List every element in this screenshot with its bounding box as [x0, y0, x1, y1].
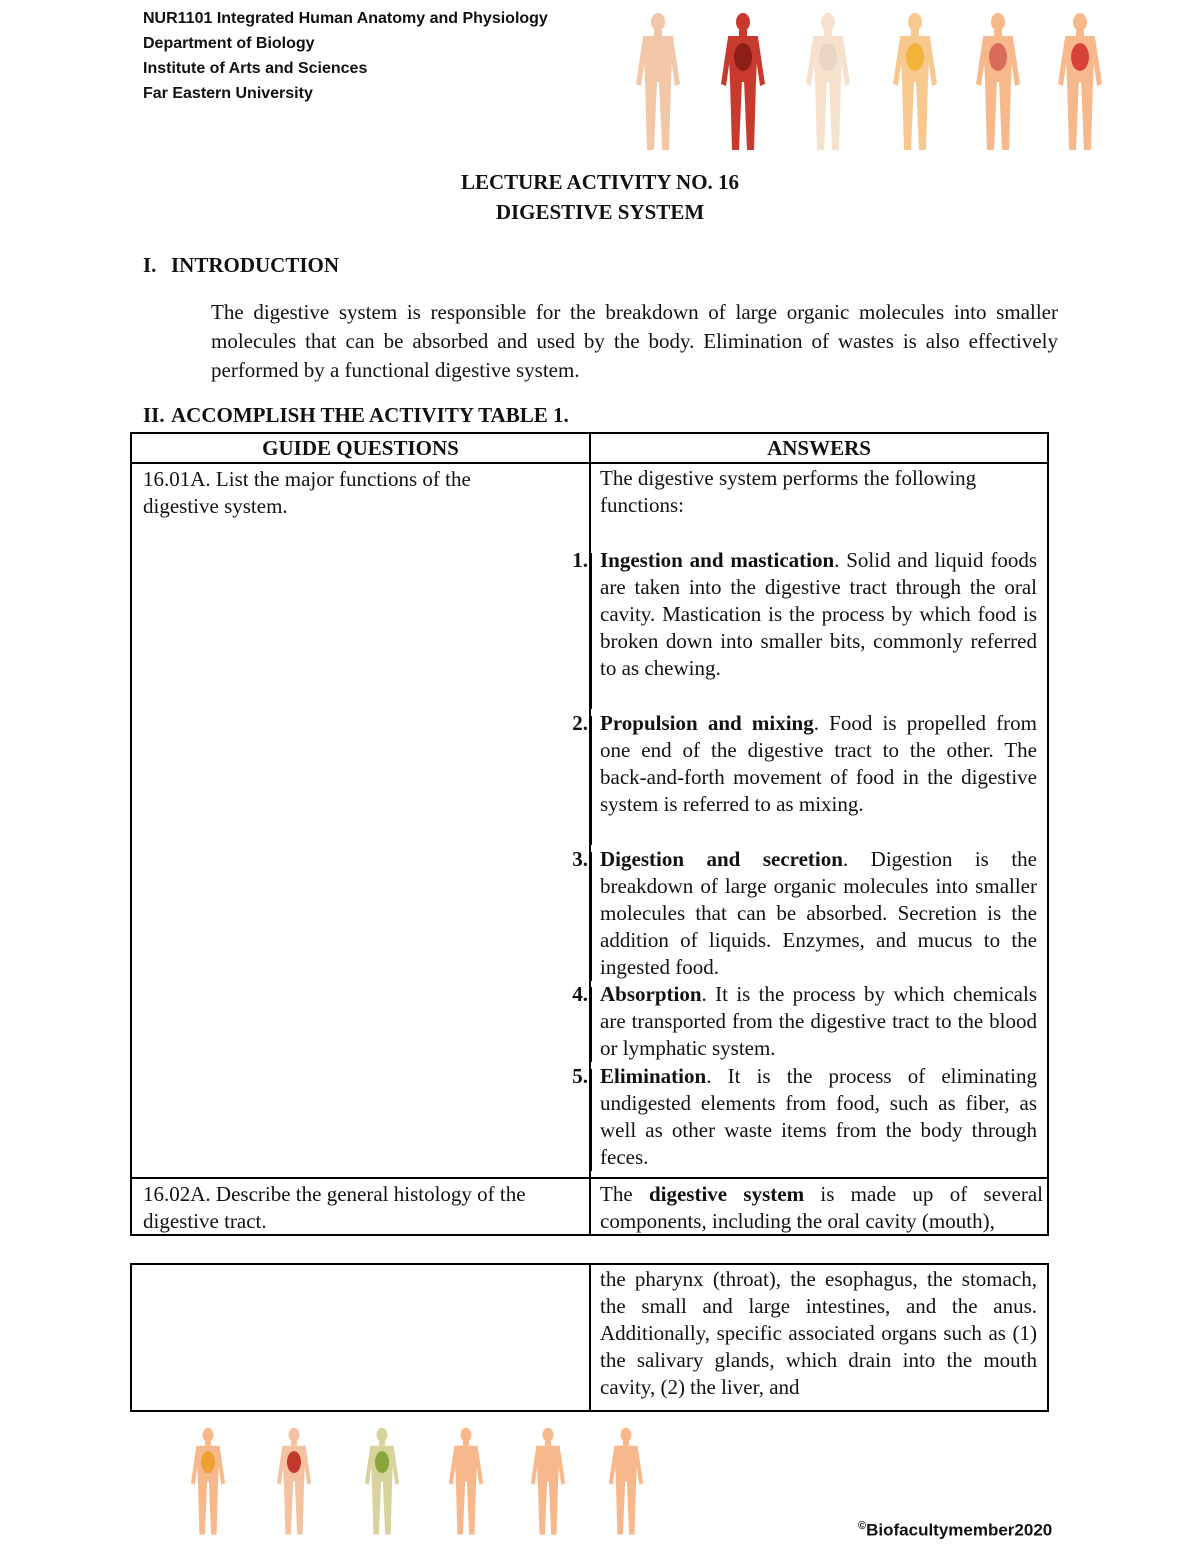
section-heading-activity: [143, 403, 569, 428]
answer-16-02a-continued: the pharynx (throat), the esophagus, the stomach, the small and large intestines, and the anus. Additionally, specific associated organs such as (1) the salivary glands, which drain into the mouth cavity, (2) the liver, and: [600, 1267, 1037, 1399]
activity-number: LECTURE ACTIVITY NO. 16: [460, 170, 740, 194]
cardiovascular-figure-icon: [277, 1428, 311, 1535]
function-number: 4.: [572, 982, 588, 1006]
item-margin-line: [590, 852, 592, 981]
function-term: Ingestion and mastication: [600, 548, 835, 572]
department-name: Department of Biology: [143, 35, 315, 52]
institute-name: Institute of Arts and Sciences: [143, 60, 368, 77]
function-description: Digestion and secretion. Digestion is the breakdown of large organic molecules into smaller molecules that can be absorbed. Secretion is the addition of liquids. Enzymes, and mucus to the ingested food.: [600, 847, 1037, 979]
introduction-paragraph: The digestive system is responsible for the breakdown of large organic molecules into smaller molecules that can be absorbed and used by the body. Elimination of wastes is also effectively performed by a functional digestive system.: [211, 300, 1058, 382]
answer-16-01a-intro: The digestive system performs the following functions:: [600, 466, 977, 517]
function-description: Propulsion and mixing. Food is propelled from one end of the digestive tract to the other. The back-and-forth movement of food in the digestive system is referred to as mixing.: [600, 711, 1037, 816]
course-name: NUR1101 Integrated Human Anatomy and Physiology: [143, 10, 548, 27]
item-margin-line: [590, 716, 592, 845]
question-16-02a: 16.02A. Describe the general histology of the digestive tract.: [143, 1182, 526, 1233]
nervous-figure-icon: [893, 13, 937, 150]
section-number: I.: [143, 253, 157, 277]
reproductive-male-figure-icon: [531, 1428, 565, 1535]
section-number: II.: [143, 403, 165, 427]
document-header: [143, 6, 548, 106]
respiratory-figure-icon: [1058, 13, 1102, 150]
body-systems-illustration-bottom: [160, 1425, 680, 1540]
function-number: 3.: [572, 847, 588, 871]
column-header-answers: ANSWERS: [767, 436, 871, 460]
section-heading-introduction: [143, 253, 339, 278]
body-systems-illustration-top: [620, 8, 1140, 156]
item-margin-line: [590, 1069, 592, 1171]
skeleton-figure-icon: [806, 13, 850, 150]
function-term: Propulsion and mixing: [600, 711, 814, 735]
column-header-guide-questions: GUIDE QUESTIONS: [262, 436, 459, 460]
function-term: Elimination: [600, 1064, 707, 1088]
function-number: 5.: [572, 1064, 588, 1088]
function-description: Elimination. It is the process of eliminating undigested elements from food, such as fiber, as well as other waste items from the body through feces.: [600, 1064, 1037, 1169]
section-title: ACCOMPLISH THE ACTIVITY TABLE 1.: [171, 403, 569, 427]
table-column-divider: [589, 1263, 591, 1412]
digestive-system-term: digestive system: [648, 1182, 805, 1206]
copyright-credit: ©Biofacultymember2020: [858, 1520, 1053, 1540]
table-header-divider: [130, 462, 1049, 464]
activity-topic: DIGESTIVE SYSTEM: [495, 200, 705, 224]
item-margin-line: [590, 553, 592, 709]
table-row-divider: [130, 1177, 1049, 1179]
function-number: 1.: [572, 548, 588, 572]
question-16-01a: 16.01A. List the major functions of the digestive system.: [143, 467, 471, 518]
function-number: 2.: [572, 711, 588, 735]
answer-margin-line: [589, 470, 591, 542]
endocrine-figure-icon: [191, 1428, 225, 1535]
university-name: Far Eastern University: [143, 85, 313, 102]
urinary-figure-icon: [449, 1428, 483, 1535]
digestive-figure-icon: [976, 13, 1020, 150]
muscle-figure-icon: [721, 13, 765, 150]
item-margin-line: [590, 987, 592, 1062]
skin-figure-icon: [636, 13, 680, 150]
section-title: INTRODUCTION: [171, 253, 340, 277]
reproductive-female-figure-icon: [609, 1428, 643, 1535]
answer-16-02a: The digestive system is made up of several components, including the oral cavity (mouth),: [600, 1182, 1043, 1233]
lymphatic-figure-icon: [365, 1428, 399, 1535]
function-term: Digestion and secretion: [600, 847, 843, 871]
function-description: Ingestion and mastication. Solid and liquid foods are taken into the digestive tract through the oral cavity. Mastication is the process by which food is broken down into smaller bits, commonly referred to as chewing.: [600, 548, 1037, 680]
function-term: Absorption: [600, 982, 702, 1006]
function-description: Absorption. It is the process by which chemicals are transported from the digestive tract to the blood or lymphatic system.: [600, 982, 1037, 1060]
page-title: [0, 167, 1200, 227]
